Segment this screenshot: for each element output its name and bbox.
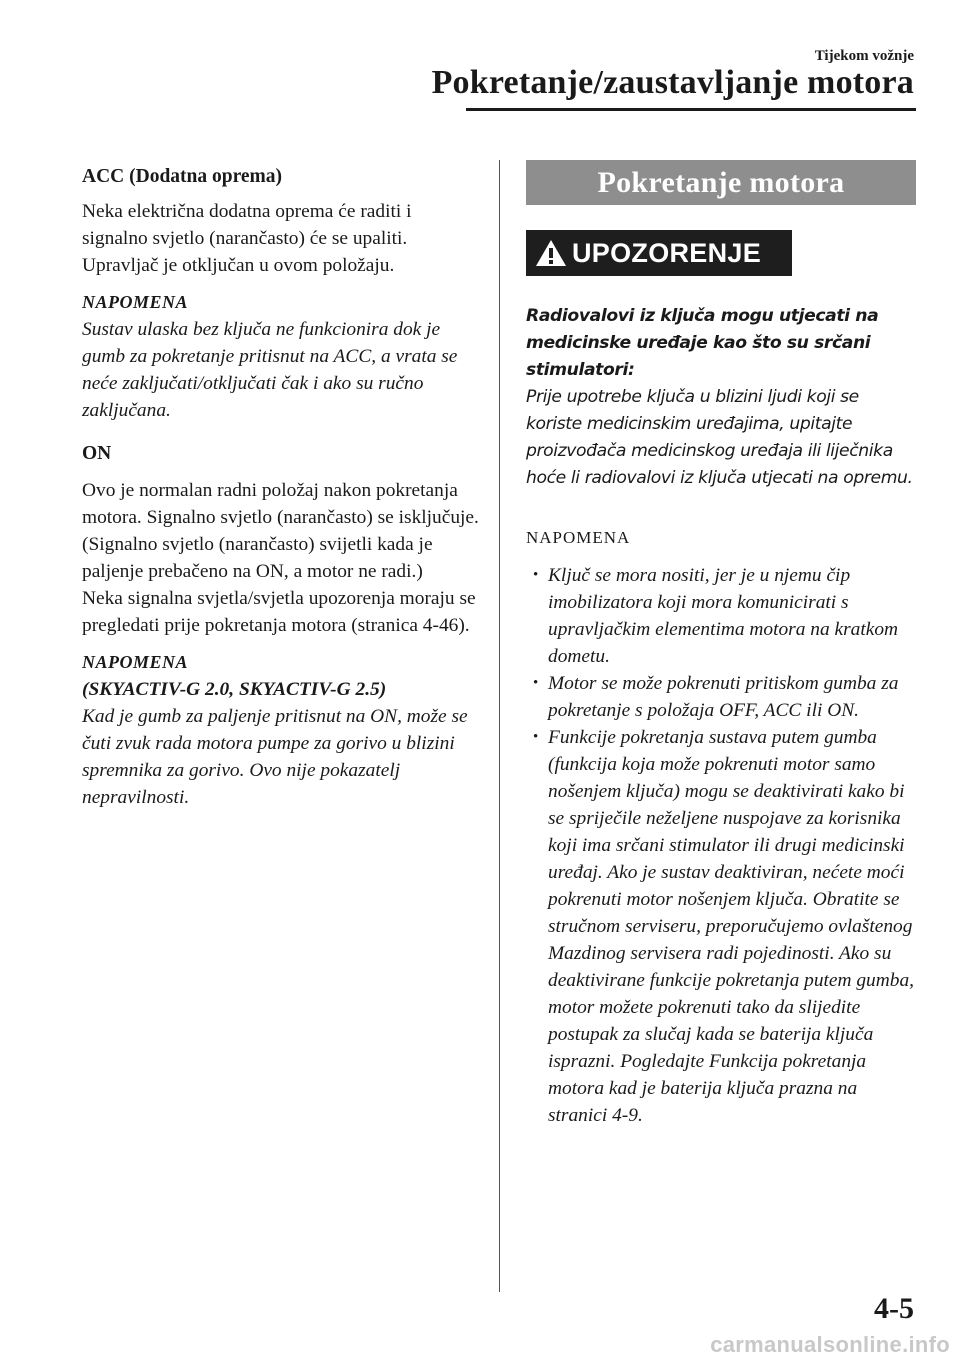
- column-divider: [499, 160, 500, 1292]
- warning-triangle-icon: [530, 230, 572, 276]
- warning-content: [526, 303, 916, 492]
- page-title: Pokretanje/zaustavljanje motora: [431, 64, 914, 101]
- list-item: • Motor se može pokrenuti pritiskom gumba za pokretanje s položaja OFF, ACC ili ON.: [526, 670, 916, 724]
- on-text-1: Ovo je normalan radni položaj nakon pokretanja motora. Signalno svjetlo (narančasto) se isključuje. (Signalno svjetlo (narančasto) svijetli kada je paljenje prebačeno na ON, a motor ne radi.): [82, 480, 479, 582]
- warning-banner: [526, 230, 792, 276]
- note-list: [526, 562, 916, 1129]
- note-text-1: Sustav ulaska bez ključa ne funkcionira dok je gumb za pokretanje pritisnut na ACC, a vrata se neće zaključati/otključati čak i ako su ručno zaključana.: [82, 319, 458, 421]
- note-text-2: Kad je gumb za paljenje pritisnut na ON, može se čuti zvuk rada motora pumpe za gorivo u blizini spremnika za gorivo. Ovo nije pokazatelj nepravilnosti.: [82, 706, 468, 808]
- on-heading: ON: [82, 443, 112, 464]
- right-column: [526, 160, 916, 1129]
- note-label-1: NAPOMENA: [82, 292, 189, 312]
- note-label-3: NAPOMENA: [526, 528, 631, 547]
- warning-heading: Radiovalovi iz ključa mogu utjecati na medicinske uređaje kao što su srčani stimulatori:: [526, 306, 879, 380]
- list-item: • Ključ se mora nositi, jer je u njemu čip imobilizatora koji mora komunicirati s upravljačkim elementima motora na kratkom dometu.: [526, 562, 916, 670]
- left-column: [82, 163, 482, 823]
- acc-heading: ACC (Dodatna oprema): [82, 166, 283, 187]
- warning-label: UPOZORENJE: [572, 237, 762, 268]
- chapter-subtitle: Tijekom vožnje: [814, 48, 914, 64]
- watermark: carmanualsonline.info: [710, 1332, 950, 1357]
- note-label-2: NAPOMENA: [82, 652, 189, 672]
- section-title: Pokretanje motora: [526, 160, 916, 205]
- header-rule: [466, 108, 916, 111]
- on-text-2: Neka signalna svjetla/svjetla upozorenja moraju se pregledati prije pokretanja motora (stranica 4-46).: [82, 588, 476, 636]
- note-models: (SKYACTIV-G 2.0, SKYACTIV-G 2.5): [82, 679, 387, 700]
- list-item: • Funkcije pokretanja sustava putem gumba (funkcija koja može pokrenuti motor samo nošenjem ključa) mogu se deaktivirati kako bi se spriječile neželjene nuspojave za korisnika koji ima srčani stimulator ili drugi medicinski uređaj. Ako je sustav deaktiviran, nećete moći pokrenuti motor nošenjem ključa. Obratite se stručnom serviseru, preporučujemo ovlaštenog Mazdinog servisera radi pojedinosti. Ako su deaktivirane funkcije pokretanja putem gumba, motor možete pokrenuti tako da slijedite postupak za slučaj kada se baterija ključa isprazni. Pogledajte Funkcija pokretanja motora kad je baterija ključa prazna na stranici 4-9.: [526, 724, 916, 1129]
- page-header: [0, 0, 960, 115]
- page-number: 4-5: [874, 1292, 914, 1325]
- warning-text: Prije upotrebe ključa u blizini ljudi koji se koriste medicinskim uređajima, upitajte proizvođača medicinskog uređaja ili liječnika hoće li radiovalovi iz ključa utjecati na opremu.: [526, 387, 913, 488]
- acc-text: Neka električna dodatna oprema će raditi i signalno svjetlo (narančasto) će se upaliti. Upravljač je otključan u ovom položaju.: [82, 201, 412, 276]
